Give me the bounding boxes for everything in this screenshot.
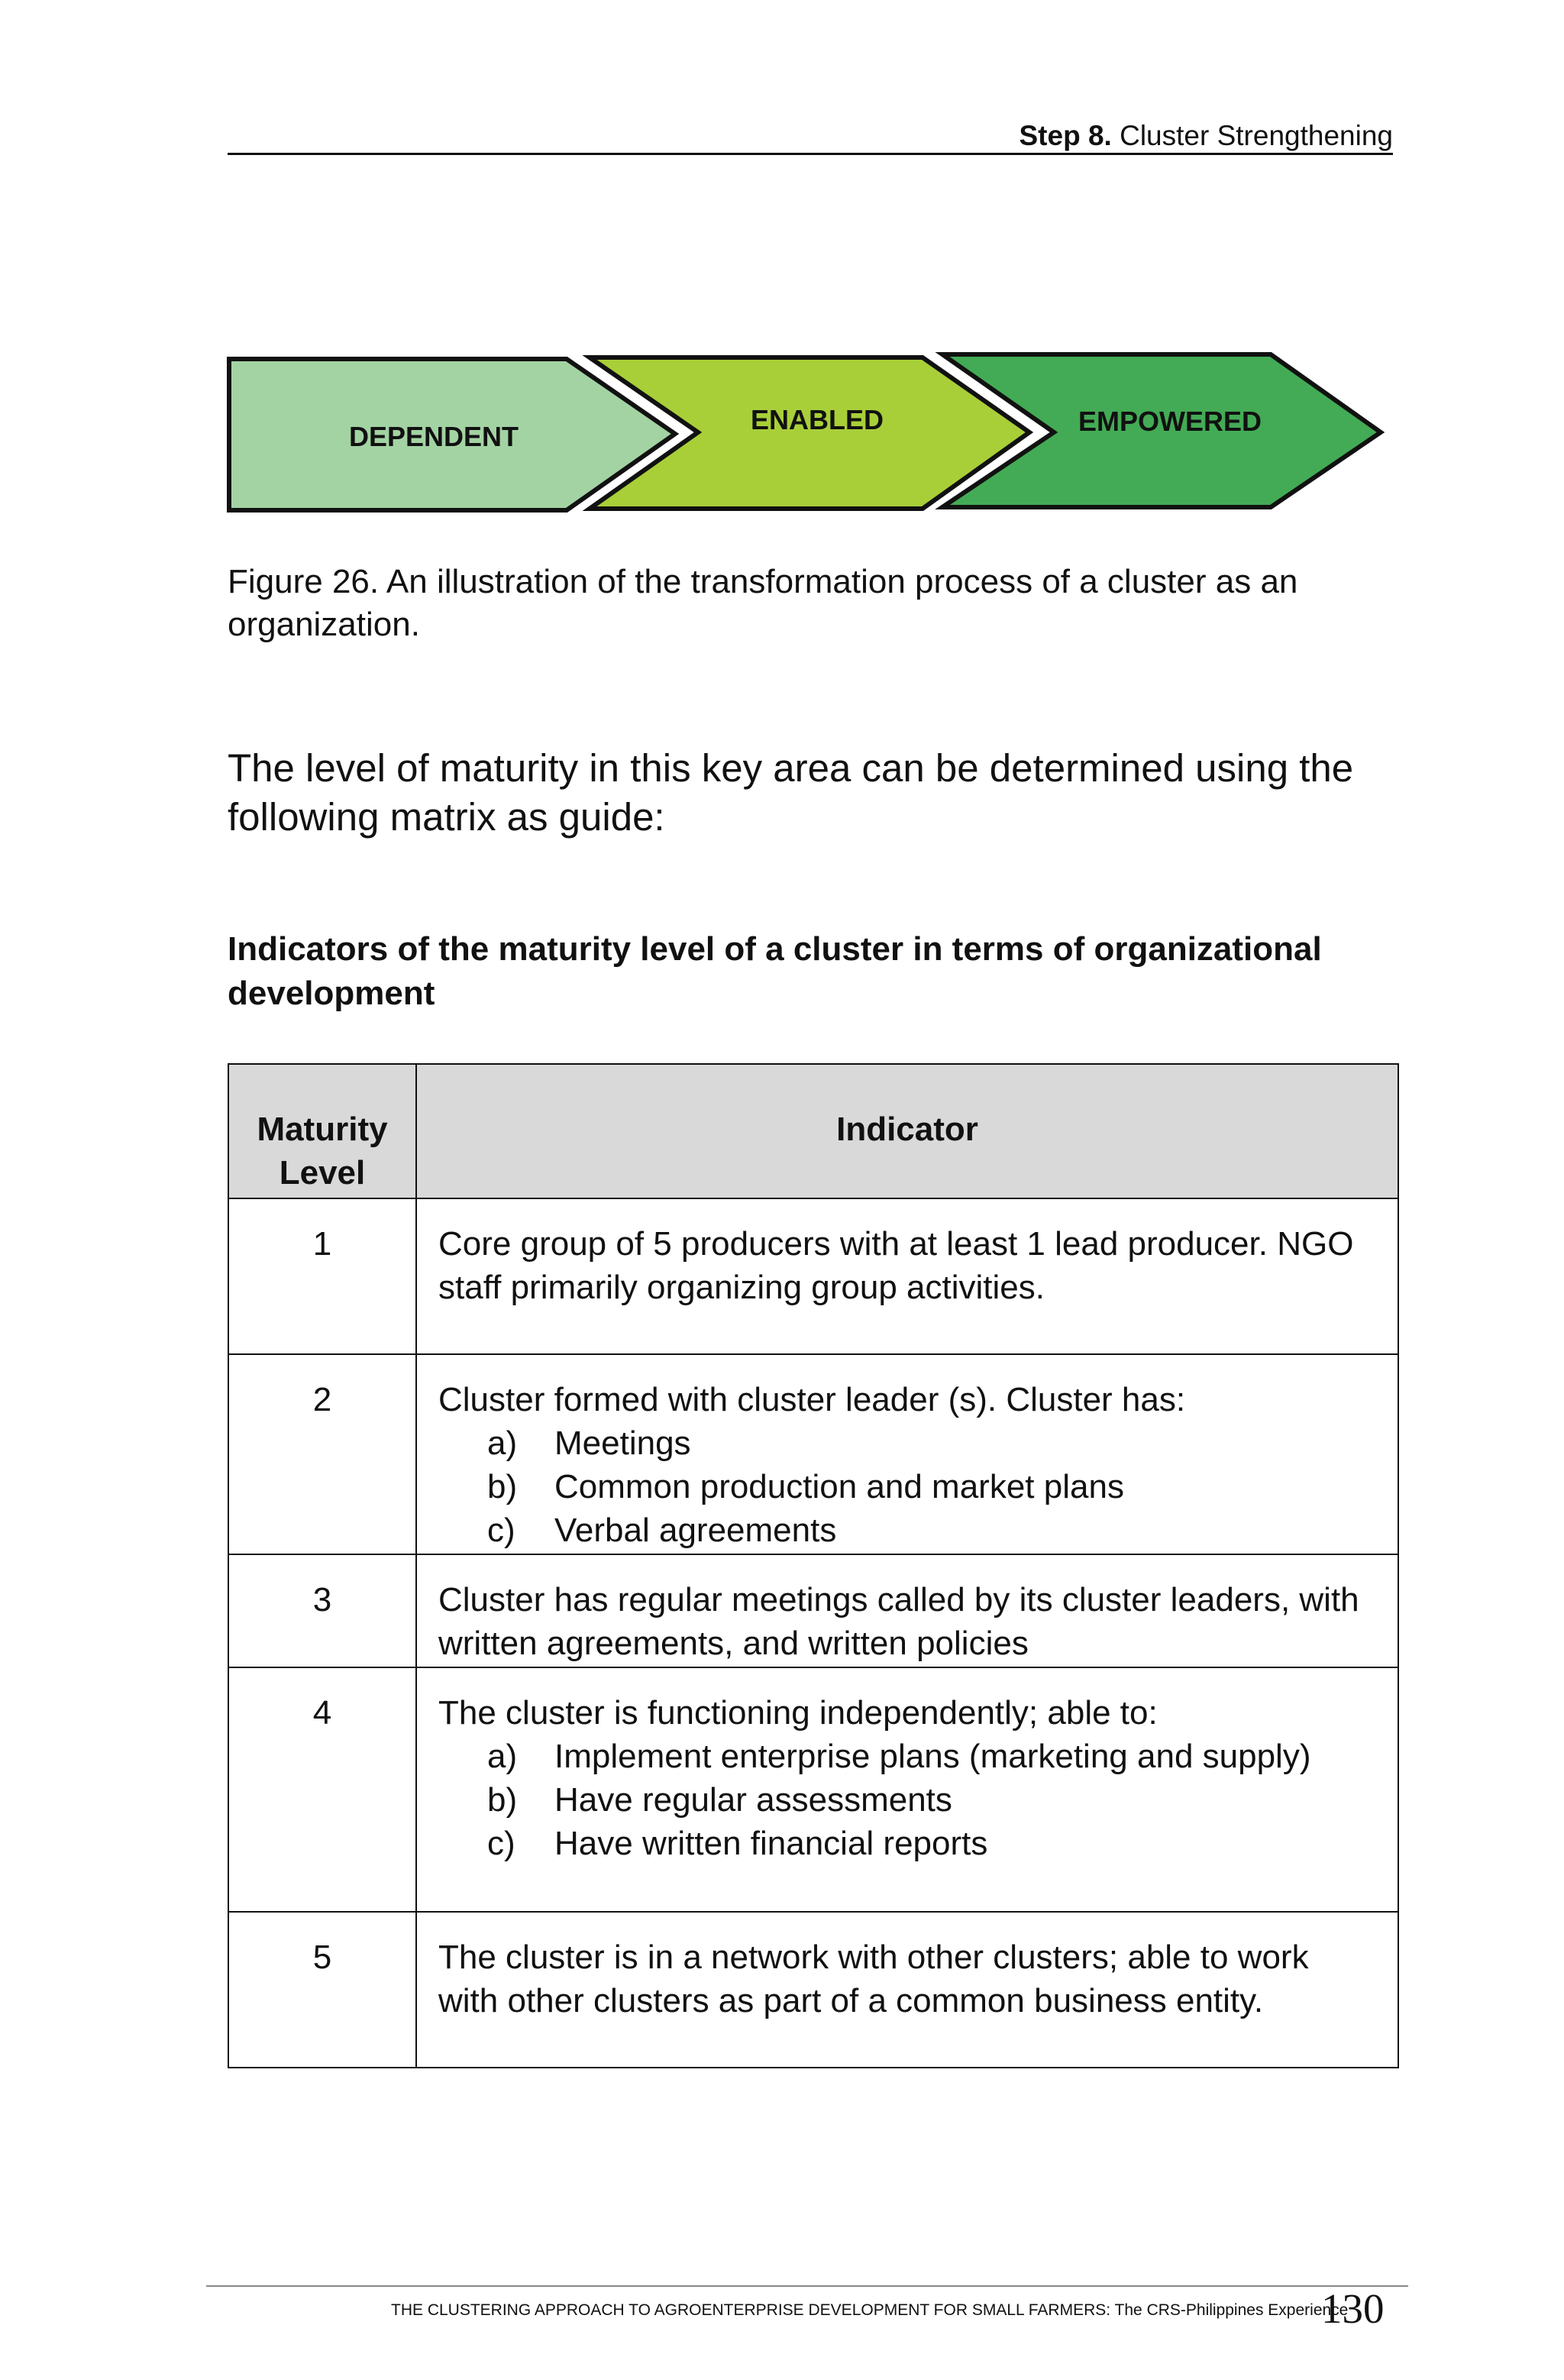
table-row xyxy=(228,1354,1398,1554)
indicator-cell xyxy=(416,1198,1398,1354)
table-header-row xyxy=(228,1064,1398,1198)
column-header-maturity-level: Maturity Level xyxy=(228,1064,416,1198)
list-item-text: Have written financial reports xyxy=(554,1825,988,1862)
indicator-text: The cluster is functioning independently; able to: xyxy=(438,1694,1158,1732)
list-item xyxy=(438,1465,1378,1509)
page-number: 130 xyxy=(1321,2285,1385,2332)
maturity-level-cell: 5 xyxy=(228,1912,416,2068)
list-marker: a) xyxy=(487,1738,518,1775)
figure-caption: Figure 26. An illustration of the transformation process of a cluster as an organization. xyxy=(228,563,1298,643)
step-label: Step 8. xyxy=(1019,120,1112,151)
list-item-text: Implement enterprise plans (marketing and supply) xyxy=(554,1738,1311,1775)
step-title: Cluster Strengthening xyxy=(1120,120,1393,151)
list-item xyxy=(438,1778,1378,1822)
header-rule xyxy=(228,153,1393,155)
list-marker: b) xyxy=(487,1468,518,1505)
maturity-level-cell: 1 xyxy=(228,1198,416,1354)
indicator-cell xyxy=(416,1354,1398,1554)
table-row xyxy=(228,1912,1398,2068)
maturity-level-cell: 3 xyxy=(228,1554,416,1667)
list-marker: c) xyxy=(487,1512,515,1549)
list-item xyxy=(438,1735,1378,1778)
list-item-text: Have regular assessments xyxy=(554,1781,952,1819)
column-header-indicator: Indicator xyxy=(416,1064,1398,1198)
indicator-text: Core group of 5 producers with at least 1 lead producer. NGO staff primarily organizing group activities. xyxy=(438,1225,1354,1306)
stage-label-empowered: EMPOWERED xyxy=(1078,406,1262,437)
list-item xyxy=(438,1822,1378,1865)
table-row xyxy=(228,1554,1398,1667)
running-head xyxy=(228,119,1393,153)
indicator-cell xyxy=(416,1554,1398,1667)
list-marker: c) xyxy=(487,1825,515,1862)
table-row xyxy=(228,1198,1398,1354)
list-marker: b) xyxy=(487,1781,518,1819)
list-item xyxy=(438,1421,1378,1465)
maturity-indicator-table xyxy=(228,1063,1399,2068)
table-title: Indicators of the maturity level of a cluster in terms of organizational development xyxy=(228,930,1322,1012)
list-item-text: Common production and market plans xyxy=(554,1468,1124,1505)
indicator-text: Cluster has regular meetings called by its cluster leaders, with written agreements, and written policies xyxy=(438,1581,1359,1662)
indicator-text: Cluster formed with cluster leader (s). Cluster has: xyxy=(438,1381,1186,1418)
list-item-text: Meetings xyxy=(554,1424,691,1462)
list-item xyxy=(438,1509,1378,1552)
maturity-stages-diagram xyxy=(226,351,1387,516)
stage-label-enabled: ENABLED xyxy=(750,404,884,435)
lead-paragraph: The level of maturity in this key area can be determined using the following matrix as guide: xyxy=(228,746,1354,839)
footer-book-title: THE CLUSTERING APPROACH TO AGROENTERPRISE DEVELOPMENT FOR SMALL FARMERS: The CRS-Philippines Experience xyxy=(391,2301,1349,2319)
maturity-level-cell: 4 xyxy=(228,1667,416,1912)
list-marker: a) xyxy=(487,1424,518,1462)
stage-label-dependent: DEPENDENT xyxy=(348,421,519,452)
indicator-cell xyxy=(416,1912,1398,2068)
list-item-text: Verbal agreements xyxy=(554,1512,837,1549)
indicator-text: The cluster is in a network with other clusters; able to work with other clusters as part of a common business entity. xyxy=(438,1939,1309,2019)
indicator-cell xyxy=(416,1667,1398,1912)
maturity-level-cell: 2 xyxy=(228,1354,416,1554)
table-row xyxy=(228,1667,1398,1912)
footer-rule xyxy=(206,2285,1408,2287)
